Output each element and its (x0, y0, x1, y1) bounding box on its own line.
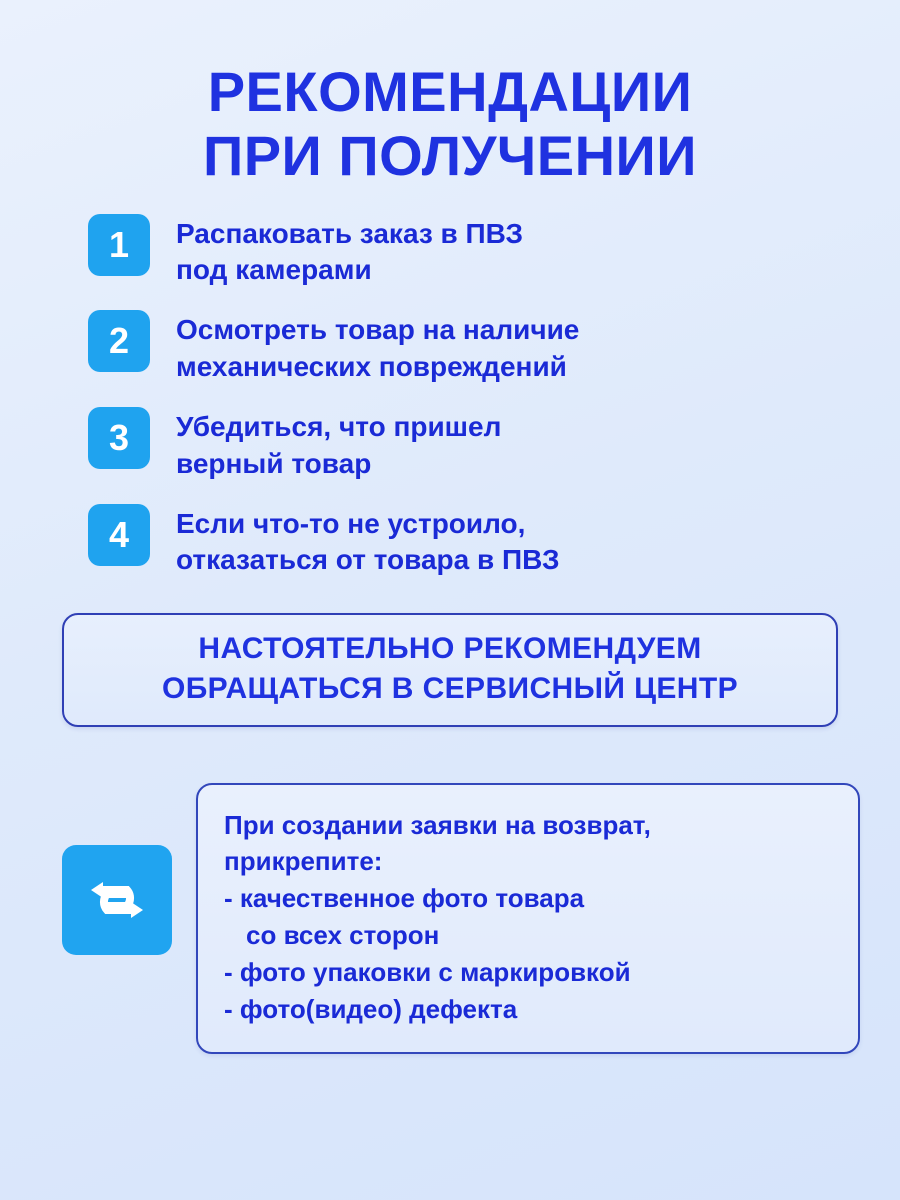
step-text (176, 310, 579, 385)
steps-list (88, 214, 860, 579)
step-text-line-2: под камерами (176, 254, 372, 286)
service-center-callout (62, 613, 838, 727)
step-text (176, 504, 560, 579)
step-text-line-1: Осмотреть товар на наличие (176, 314, 580, 346)
return-line-6: - фото(видео) дефекта (224, 994, 518, 1025)
list-item (88, 504, 860, 579)
step-number-badge: 2 (88, 310, 150, 372)
list-item (88, 310, 860, 385)
return-line-4: со всех сторон (246, 920, 440, 951)
step-text-line-2: механических повреждений (176, 350, 567, 382)
step-text (176, 214, 523, 289)
return-line-5: - фото упаковки с маркировкой (224, 957, 631, 988)
list-item (88, 407, 860, 482)
page-title (40, 60, 860, 188)
list-item (88, 214, 860, 289)
return-instructions-box (196, 783, 860, 1054)
step-number-badge: 1 (88, 214, 150, 276)
return-exchange-arrows-icon (62, 845, 172, 955)
return-line-3: - качественное фото товара (224, 883, 585, 914)
step-number-badge: 3 (88, 407, 150, 469)
step-text-line-1: Убедиться, что пришел (176, 411, 502, 443)
step-text-line-2: отказаться от товара в ПВЗ (176, 544, 560, 576)
service-center-line-1: НАСТОЯТЕЛЬНО РЕКОМЕНДУЕМ (198, 631, 702, 665)
service-center-line-2: ОБРАЩАТЬСЯ В СЕРВИСНЫЙ ЦЕНТР (161, 671, 738, 705)
step-number-badge: 4 (88, 504, 150, 566)
return-line-2: прикрепите: (224, 846, 383, 877)
step-text-line-1: Если что-то не устроило, (176, 508, 526, 539)
page-title-line-2: ПРИ ПОЛУЧЕНИИ (202, 123, 698, 187)
return-line-1: При создании заявки на возврат, (224, 809, 651, 840)
page-title-line-1: РЕКОМЕНДАЦИИ (207, 60, 693, 123)
step-text-line-2: верный товар (176, 447, 372, 479)
return-request-section (40, 783, 860, 1054)
step-text-line-1: Распаковать заказ в ПВЗ (176, 217, 524, 249)
step-text (176, 407, 501, 482)
